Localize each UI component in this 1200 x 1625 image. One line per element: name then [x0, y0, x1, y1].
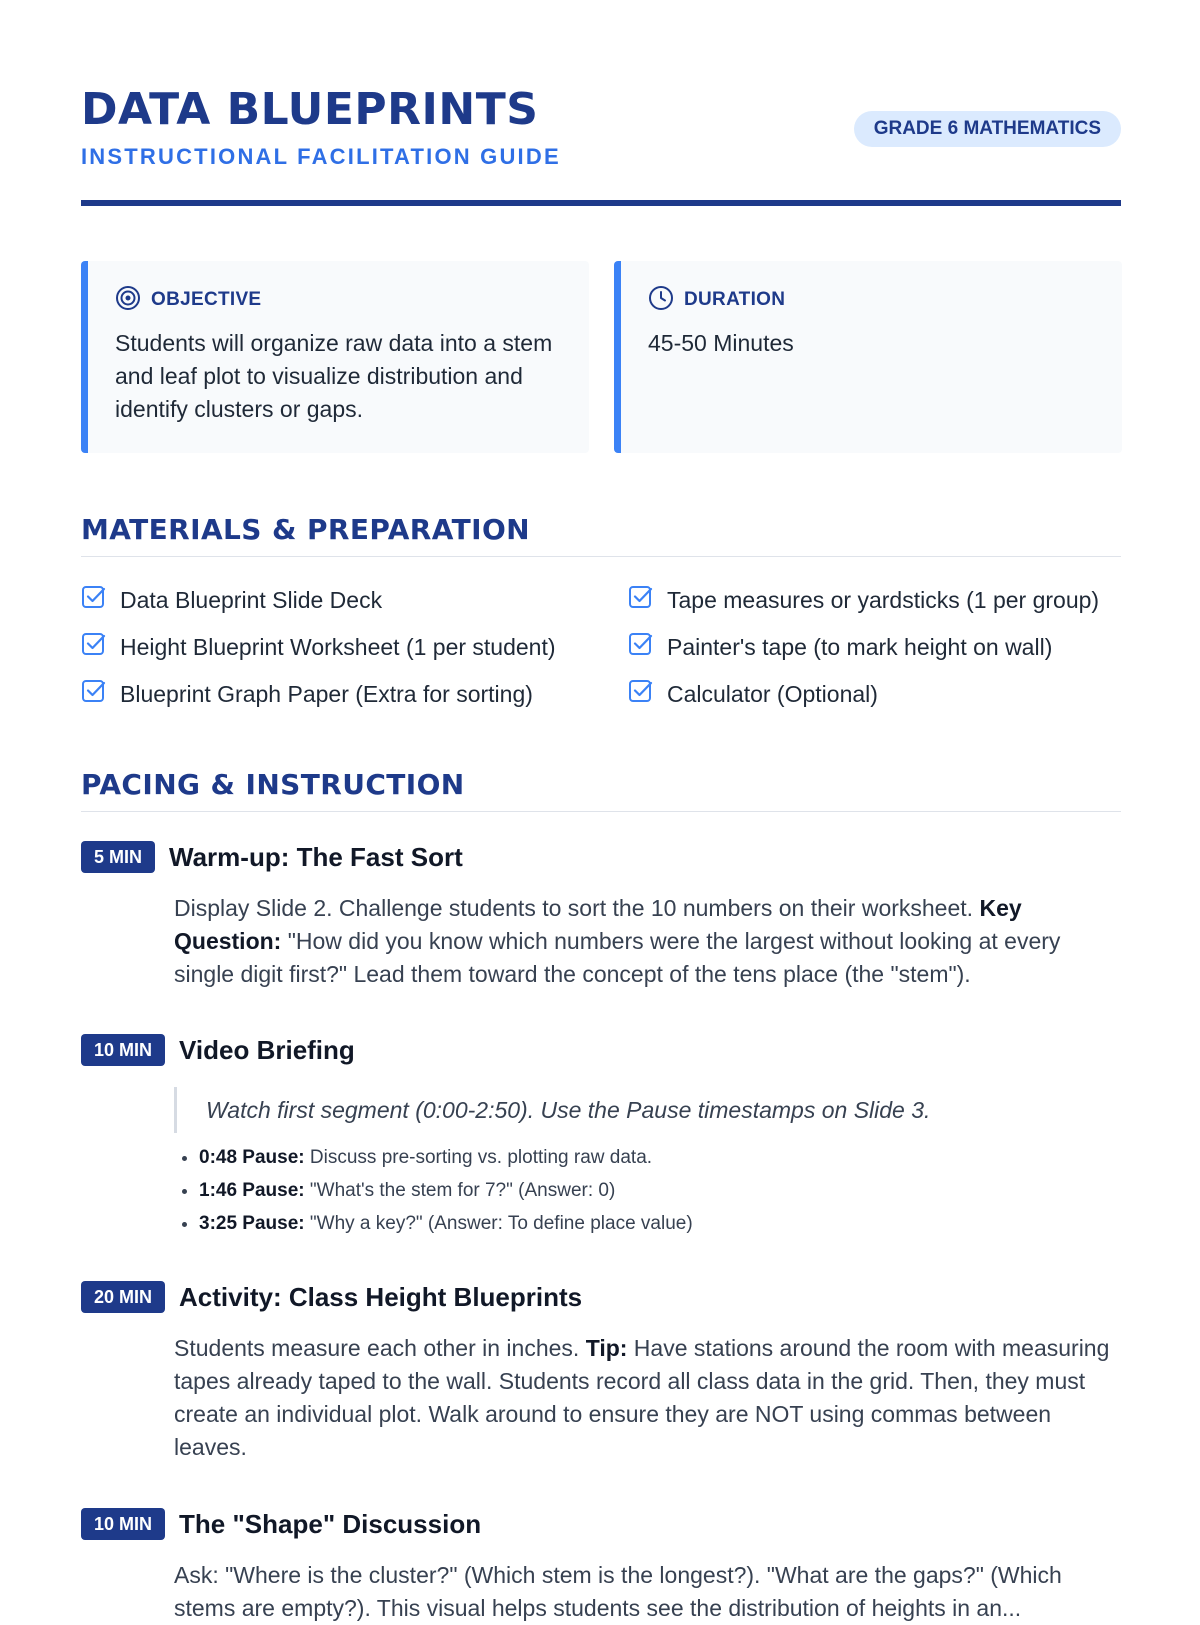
pacing-block-title: Video Briefing [179, 1034, 355, 1065]
key-question-label: Key Question: [174, 895, 1022, 954]
material-label: Tape measures or yardsticks (1 per group) [667, 586, 1100, 613]
duration-card-header [648, 287, 1096, 313]
pacing-block-warmup [81, 840, 1121, 991]
pause-text: Discuss pre-sorting vs. plotting raw data. [304, 1147, 653, 1168]
pacing-block-header [81, 1033, 1121, 1067]
facilitation-guide-page [81, 0, 1121, 1621]
target-icon [115, 285, 141, 316]
pacing-block-body [174, 1332, 1121, 1464]
pacing-block-header [81, 1280, 1121, 1314]
pause-list [81, 1141, 1121, 1240]
tip-label: Tip: [585, 1335, 628, 1361]
checkbox-checked-icon [628, 584, 654, 616]
time-badge: 5 MIN [81, 841, 155, 873]
material-label: Painter's tape (to mark height on wall) [667, 633, 1053, 660]
grade-badge: GRADE 6 MATHEMATICS [854, 111, 1121, 147]
objective-card [81, 261, 589, 453]
pacing-block-title: The "Shape" Discussion [179, 1508, 482, 1539]
pause-text: "Why a key?" (Answer: To define place value) [304, 1213, 693, 1234]
material-item [81, 625, 556, 669]
checkbox-checked-icon [628, 678, 654, 710]
pacing-heading: PACING & INSTRUCTION [81, 767, 1121, 812]
checkbox-checked-icon [81, 678, 107, 710]
materials-heading: MATERIALS & PREPARATION [81, 512, 1121, 557]
material-item [628, 578, 1099, 622]
material-item [81, 672, 533, 716]
time-badge: 10 MIN [81, 1034, 165, 1066]
document-subtitle: INSTRUCTIONAL FACILITATION GUIDE [81, 144, 561, 169]
objective-text: Students will organize raw data into a stem and leaf plot to visualize distribution and identify clusters or gaps. [115, 330, 553, 422]
video-callout: Watch first segment (0:00-2:50). Use the Pause timestamps on Slide 3. [174, 1087, 1121, 1133]
objective-card-header [115, 287, 563, 313]
pacing-block-title: Activity: Class Height Blueprints [179, 1281, 583, 1312]
pacing-block-header [81, 1507, 1121, 1541]
material-label: Blueprint Graph Paper (Extra for sorting) [120, 680, 533, 707]
pause-label: 1:46 Pause: [199, 1180, 305, 1201]
pause-label: 3:25 Pause: [199, 1213, 305, 1234]
body-text: Ask: "Where is the cluster?" (Which stem is the longest?). "What are the gaps?" (Which stems are empty?). This visual helps students see the distribution of heights in an... [174, 1562, 1062, 1621]
list-item [199, 1141, 1121, 1174]
pacing-block-video [81, 1033, 1121, 1240]
material-label: Height Blueprint Worksheet (1 per student) [120, 633, 556, 660]
materials-list [81, 578, 1121, 728]
material-label: Data Blueprint Slide Deck [120, 586, 383, 613]
material-item [628, 625, 1052, 669]
pacing-block-header [81, 840, 1121, 874]
body-text: Display Slide 2. Challenge students to sort the 10 numbers on their worksheet. [174, 895, 980, 921]
document-title: DATA BLUEPRINTS [81, 84, 539, 135]
clock-icon [648, 285, 674, 316]
pause-text: "What's the stem for 7?" (Answer: 0) [304, 1180, 616, 1201]
pacing-block-title: Warm-up: The Fast Sort [169, 841, 463, 872]
pacing-block-discussion [81, 1507, 1121, 1625]
body-text: Students measure each other in inches. [174, 1335, 586, 1361]
info-cards [81, 261, 1121, 453]
checkbox-checked-icon [628, 631, 654, 663]
document-header [81, 0, 1121, 208]
pacing-block-body [174, 1559, 1121, 1625]
pause-label: 0:48 Pause: [199, 1147, 305, 1168]
list-item [199, 1174, 1121, 1207]
duration-text: 45-50 Minutes [648, 330, 794, 356]
pacing-block-activity [81, 1280, 1121, 1464]
duration-card [614, 261, 1122, 453]
list-item [199, 1207, 1121, 1240]
duration-label: DURATION [684, 289, 786, 310]
checkbox-checked-icon [81, 584, 107, 616]
body-text: "How did you know which numbers were the largest without looking at every single digit first?" Lead them toward the concept of the tens place (the "stem"). [174, 928, 1061, 987]
time-badge: 10 MIN [81, 1508, 165, 1540]
body-text: Have stations around the room with measuring tapes already taped to the wall. Students record all class data in the grid. Then, they must create an individual plot. Walk around to ensure they are NOT using commas between leaves. [174, 1335, 1110, 1460]
objective-label: OBJECTIVE [151, 289, 262, 310]
checkbox-checked-icon [81, 631, 107, 663]
material-item [81, 578, 382, 622]
pacing-block-body [174, 892, 1121, 991]
material-item [628, 672, 878, 716]
header-divider [81, 200, 1121, 206]
time-badge: 20 MIN [81, 1281, 165, 1313]
material-label: Calculator (Optional) [667, 680, 878, 707]
